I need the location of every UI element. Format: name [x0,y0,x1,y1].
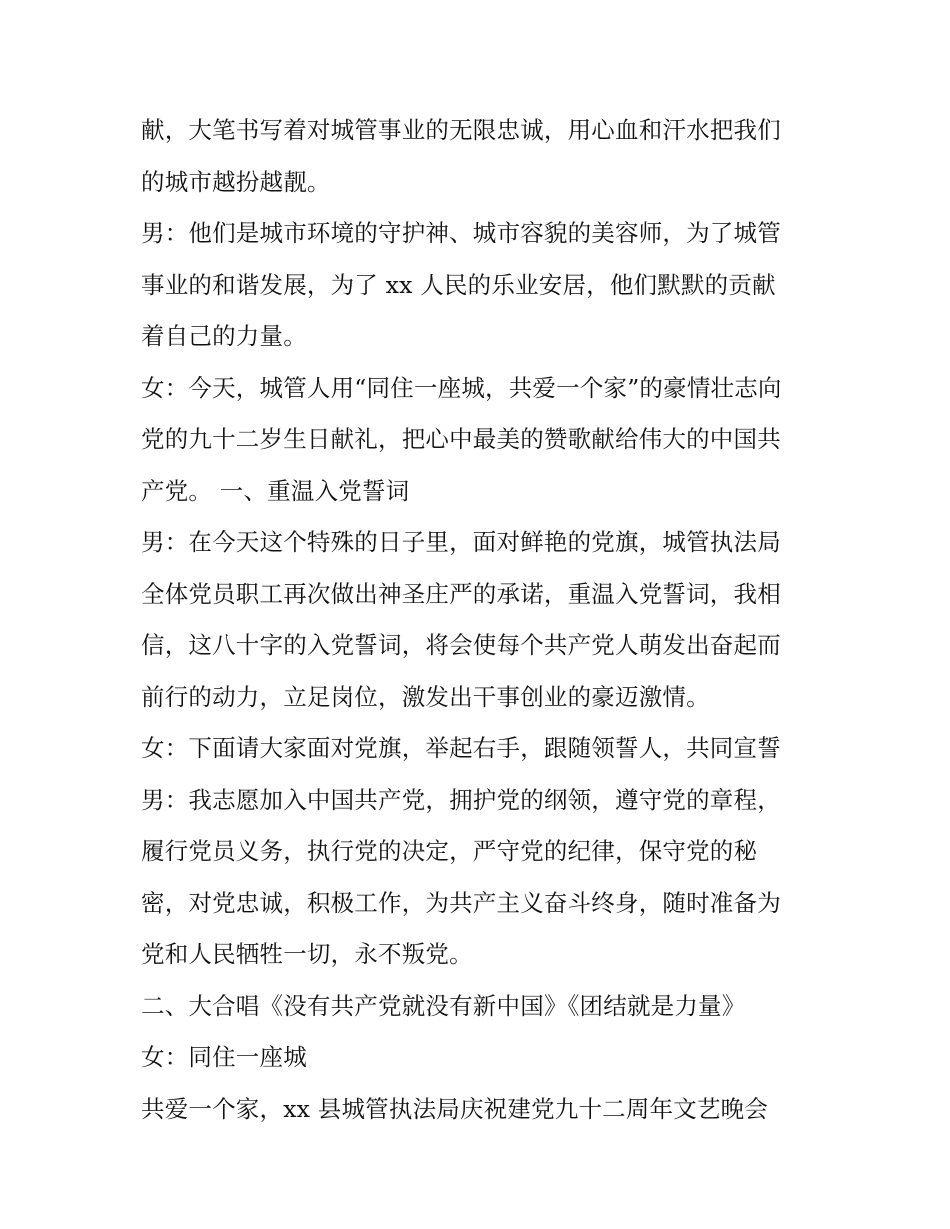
text-line: 信，这八十字的入党誓词，将会使每个共产党人萌发出奋起而 [141,631,781,659]
text-line: 献，大笔书写着对城管事业的无限忠诚，用心血和汗水把我们 [141,116,781,144]
text-line: 前行的动力，立足岗位，激发出干事创业的豪迈激情。 [141,682,710,711]
text-line: 女：今天，城管人用“同住一座城，共爱一个家”的豪情壮志向 [141,373,782,402]
text-line: 事业的和谐发展，为了 xx 人民的乐业安居，他们默默的贡献 [141,270,776,299]
text-line: 产党。 一、重温入党誓词 [141,476,410,505]
document-body [141,105,821,1135]
text-line: 共爱一个家，xx 县城管执法局庆祝建党九十二周年文艺晚会 [141,1094,769,1123]
text-line: 男：他们是城市环境的守护神、城市容貌的美容师，为了城管 [141,219,781,247]
text-line: 密，对党忠诚，积极工作，为共产主义奋斗终身，随时准备为 [141,888,781,917]
text-line: 全体党员职工再次做出神圣庄严的承诺，重温入党誓词，我相 [141,579,781,608]
text-line: 男：在今天这个特殊的日子里，面对鲜艳的党旗，城管执法局 [141,528,781,556]
text-line: 着自己的力量。 [141,322,307,350]
text-line: 男：我志愿加入中国共产党，拥护党的纲领，遵守党的章程， [141,785,781,814]
text-line: 党和人民牺牲一切，永不叛党。 [141,940,473,968]
text-line: 党的九十二岁生日献礼，把心中最美的赞歌献给伟大的中国共 [141,425,781,453]
text-line: 女：下面请大家面对党旗，举起右手，跟随领誓人，共同宣誓 [141,734,781,762]
text-line: 二、大合唱《没有共产党就没有新中国》《团结就是力量》 [141,991,746,1020]
text-line: 履行党员义务，执行党的决定，严守党的纪律，保守党的秘 [141,837,758,865]
text-line: 女：同住一座城 [141,1043,307,1071]
text-line: 的城市越扮越靓。 [141,167,331,196]
